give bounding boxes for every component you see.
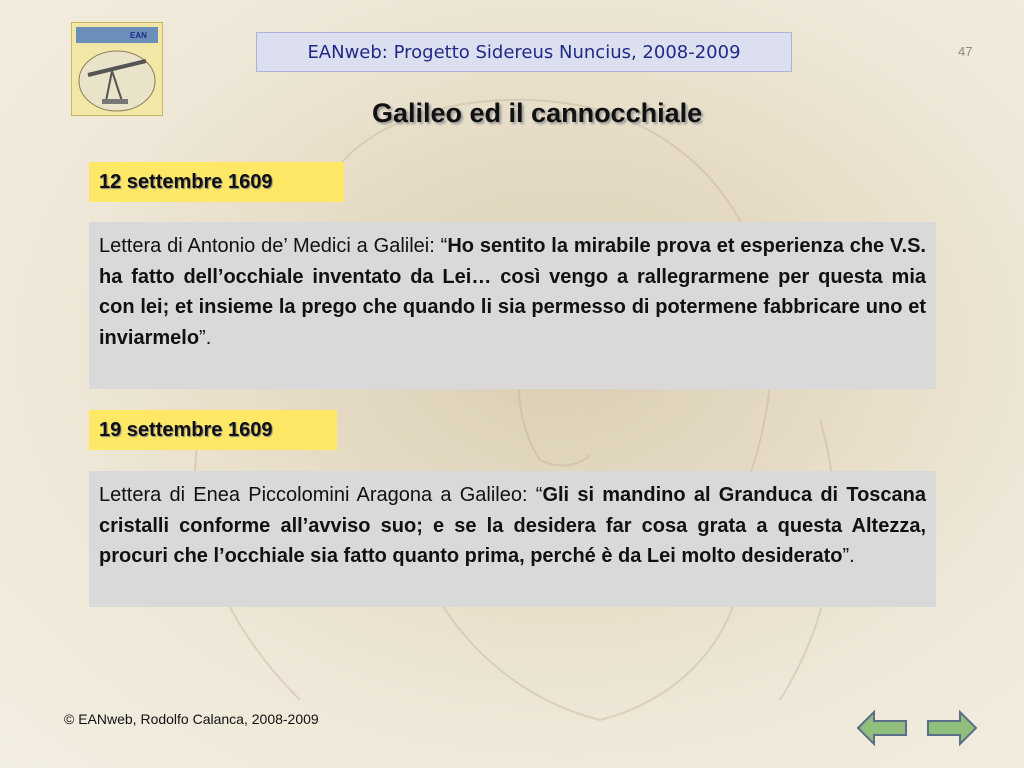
date-tag-2 bbox=[89, 410, 337, 450]
letter-box-2 bbox=[89, 471, 936, 607]
letter-intro: Lettera di Antonio de’ Medici a Galilei: “ bbox=[99, 235, 448, 257]
header-title: EANweb: Progetto Sidereus Nuncius, 2008-2009 bbox=[307, 41, 741, 63]
arrow-left-icon bbox=[856, 709, 908, 747]
arrow-right-icon bbox=[926, 709, 978, 747]
svg-text:EAN: EAN bbox=[130, 31, 147, 40]
letter-quote: Gli si mandino al Granduca di Toscana cristalli conforme all’avviso suo; e se la desidera far cosa grata a questa Altezza, procuri che l’occhiale sia fatto quanto prima, perché è da Lei molto desiderato bbox=[99, 484, 926, 567]
footer-copyright: © EANweb, Rodolfo Calanca, 2008-2009 bbox=[64, 711, 319, 727]
date-label: 12 settembre 1609 bbox=[99, 170, 273, 193]
letter-closing: ”. bbox=[842, 545, 855, 567]
slide-number: 47 bbox=[958, 44, 973, 59]
ean-logo bbox=[71, 22, 163, 116]
slide-title: Galileo ed il cannocchiale bbox=[372, 98, 703, 128]
telescope-logo-icon bbox=[72, 23, 162, 115]
presentation-header bbox=[256, 32, 792, 72]
previous-slide-button[interactable] bbox=[856, 709, 908, 747]
letter-box-1 bbox=[89, 222, 936, 389]
date-label: 19 settembre 1609 bbox=[99, 418, 273, 441]
letter-quote: Ho sentito la mirabile prova et esperienza che V.S. ha fatto dell’occhiale inventato da Lei… così vengo a rallegrarmene per questa mia con lei; et insieme la prego che quando li sia permesso di potermene fabbricare uno et inviarmelo bbox=[99, 235, 926, 349]
letter-intro: Lettera di Enea Piccolomini Aragona a Galileo: “ bbox=[99, 484, 543, 506]
letter-closing: ”. bbox=[199, 326, 212, 349]
date-tag-1 bbox=[89, 162, 344, 202]
next-slide-button[interactable] bbox=[926, 709, 978, 747]
